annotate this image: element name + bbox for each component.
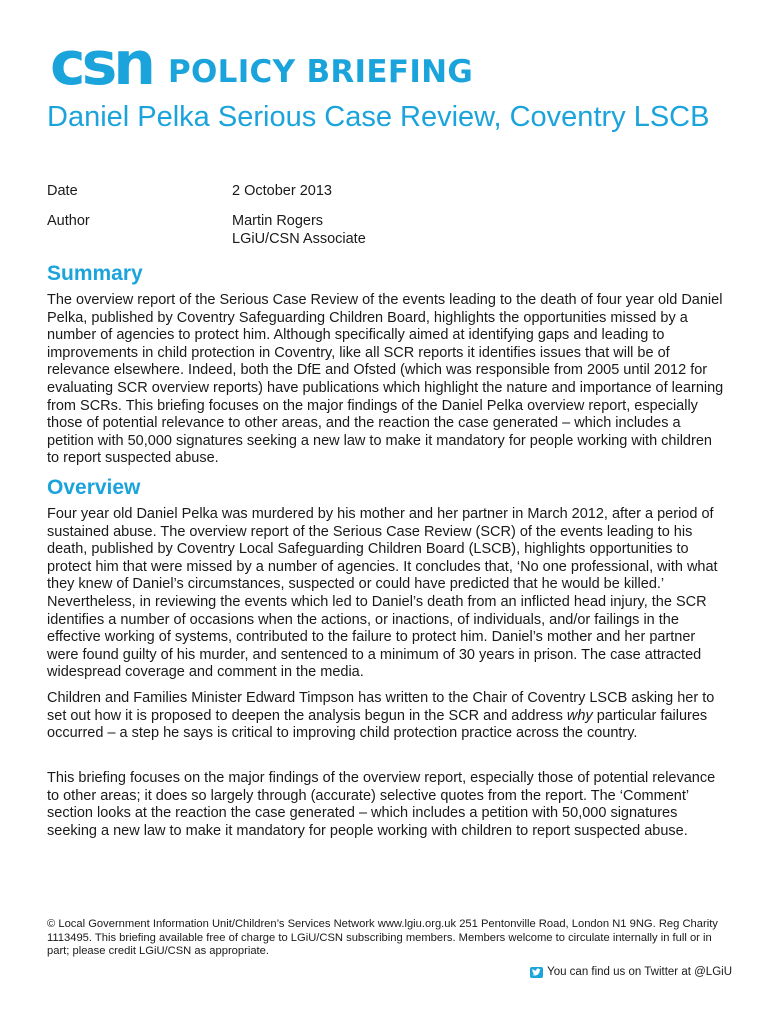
twitter-link[interactable]: [530, 966, 732, 978]
overview-paragraph-2: [47, 690, 727, 743]
para2-text-end: particular failures occurred – a step he says is critical to improving child protection practice across the country.: [47, 707, 708, 742]
summary-heading: Summary: [47, 262, 143, 285]
masthead: [50, 29, 474, 99]
overview-heading: Overview: [47, 476, 141, 499]
policy-briefing-label: POLICY BRIEFING: [168, 54, 474, 90]
para2-emphasis: why: [566, 707, 593, 724]
author-name: Martin Rogers: [232, 213, 324, 229]
twitter-text: You can find us on Twitter at @LGiU: [547, 966, 732, 978]
date-label: Date: [47, 183, 78, 199]
author-row: [47, 212, 366, 248]
date-row: [47, 182, 366, 200]
twitter-bird-icon: [530, 967, 543, 978]
para2-text-start: Children and Families Minister Edward Timpson has written to the Chair of Coventry LSCB asking her to set out how it is proposed to deepen the analysis begun in the SCR and address: [47, 690, 715, 724]
document-meta: [47, 182, 366, 260]
overview-paragraph-1: Four year old Daniel Pelka was murdered by his mother and her partner in March 2012, after a period of sustained abuse. The overview report of the Serious Case Review (SCR) of the events leading to his death, published by Coventry Local Safeguarding Children Board (LSCB), highlights opportunities to protect him that were missed by a number of agencies. It concludes that, ‘No one professional, with what they knew of Daniel’s circumstances, suspected or could have predicted that he would be killed.’ Nevertheless, in reviewing the events which led to Daniel’s death from an inflicted head injury, the SCR identifies a number of occasions when the actions, or inactions, of individuals, and/or failings in the effective working of systems, contributed to the failure to protect him. Daniel’s mother and her partner were found guilty of his murder, and sentenced to a minimum of 30 years in prison. The case attracted widespread coverage and comment in the media.: [47, 506, 718, 681]
footer-notice: © Local Government Information Unit/Children’s Services Network www.lgiu.org.uk 251 Pentonville Road, London N1 9NG. Reg Charity 1113495. This briefing available free of charge to LGiU/CSN subscribing members. Members welcome to circulate internally in full or in part; please credit LGiU/CSN as appropriate.: [47, 918, 718, 958]
document-title: Daniel Pelka Serious Case Review, Coventry LSCB: [47, 101, 710, 133]
overview-paragraph-3: This briefing focuses on the major findings of the overview report, especially those of potential relevance to other areas; it does so largely through (accurate) selective quotes from the report. The ‘Comment’ section looks at the reaction the case generated – which includes a petition with 50,000 signatures seeking a new law to make it mandatory for people working with children to report suspected abuse.: [47, 770, 716, 839]
author-label: Author: [47, 213, 90, 229]
csn-logo: csn: [50, 29, 152, 99]
date-text: 2 October 2013: [232, 183, 332, 199]
summary-text: The overview report of the Serious Case Review of the events leading to the death of four year old Daniel Pelka, published by Coventry Safeguarding Children Board, highlights the opportunities missed by a number of agencies to protect him. Although specifically aimed at identifying gaps and leading to improvements in child protection in Coventry, like all SCR reports it identifies issues that will be of relevance elsewhere. Indeed, both the DfE and Ofsted (which was responsible from 2005 until 2012 for evaluating SCR overview reports) have publications which highlight the nature and importance of learning from SCRs. This briefing focuses on the major findings of the Daniel Pelka overview report, especially those of potential relevance to other areas, and the reaction the case generated – which includes a petition with 50,000 signatures seeking a new law to make it mandatory for people working with children to report suspected abuse.: [47, 292, 724, 467]
date-value: [232, 182, 332, 200]
author-value: [232, 212, 366, 248]
author-affiliation: LGiU/CSN Associate: [232, 231, 366, 247]
